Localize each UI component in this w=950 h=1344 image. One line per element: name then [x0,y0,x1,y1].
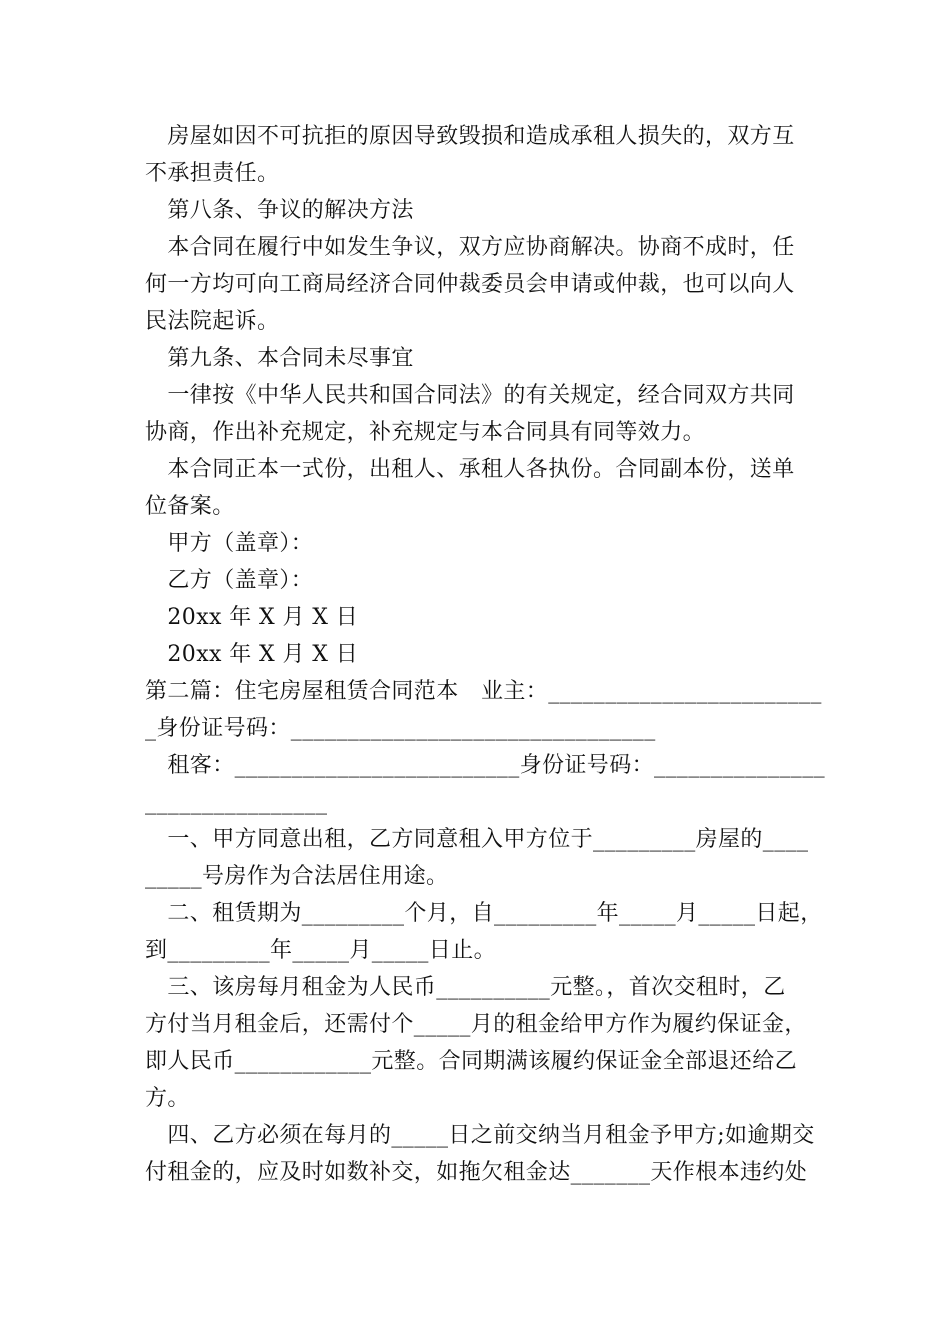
clause-line: 方付当月租金后，还需付个_____月的租金给甲方作为履约保证金， [145,1012,807,1037]
section-heading: 第九条、本合同未尽事宜 [145,346,414,371]
signature-line-party-b: 乙方（盖章）： [145,568,314,593]
text-line: ________________ [145,790,328,815]
clause-line: 一、甲方同意出租，乙方同意租入甲方位于_________房屋的____ [145,827,809,852]
clause-line: 二、租赁期为_________个月，自_________年_____月_____日起， [145,901,823,926]
clause-line: 三、该房每月租金为人民币__________元整。，首次交租时，乙 [145,975,786,1000]
text-line: 本合同在履行中如发生争议，双方应协商解决。协商不成时，任 [145,235,795,260]
text-line: 位备案。 [145,494,235,519]
clause-line: 方。 [145,1086,190,1111]
date-line: 20xx 年 X 月 X 日 [145,642,359,667]
text-line: _身份证号码：________________________________ [145,716,656,741]
text-line: 房屋如因不可抗拒的原因导致毁损和造成承租人损失的，双方互 [145,124,795,149]
text-line: 协商，作出补充规定，补充规定与本合同具有同等效力。 [145,420,706,445]
section-heading: 第八条、争议的解决方法 [145,198,414,223]
text-line: 不承担责任。 [145,161,280,186]
clause-line: 付租金的，应及时如数补交，如拖欠租金达_______天作根本违约处 [145,1160,808,1185]
clause-line: 到_________年_____月_____日止。 [145,938,497,963]
clause-line: _____号房作为合法居住用途。 [145,864,449,889]
text-line: 民法院起诉。 [145,309,280,334]
text-line: 本合同正本一式份，出租人、承租人各执份。合同副本份，送单 [145,457,795,482]
date-line: 20xx 年 X 月 X 日 [145,605,359,630]
text-line: 租客：_________________________身份证号码：_______________ [145,753,826,778]
signature-line-party-a: 甲方（盖章）： [145,531,314,556]
text-line: 何一方均可向工商局经济合同仲裁委员会申请或仲裁，也可以向人 [145,272,795,297]
clause-line: 四、乙方必须在每月的_____日之前交纳当月租金予甲方;如逾期交 [145,1123,815,1148]
section-title: 第二篇：住宅房屋租赁合同范本 业主：________________________ [145,679,822,704]
clause-line: 即人民币____________元整。合同期满该履约保证金全部退还给乙 [145,1049,798,1074]
text-line: 一律按《中华人民共和国合同法》的有关规定，经合同双方共同 [145,383,795,408]
